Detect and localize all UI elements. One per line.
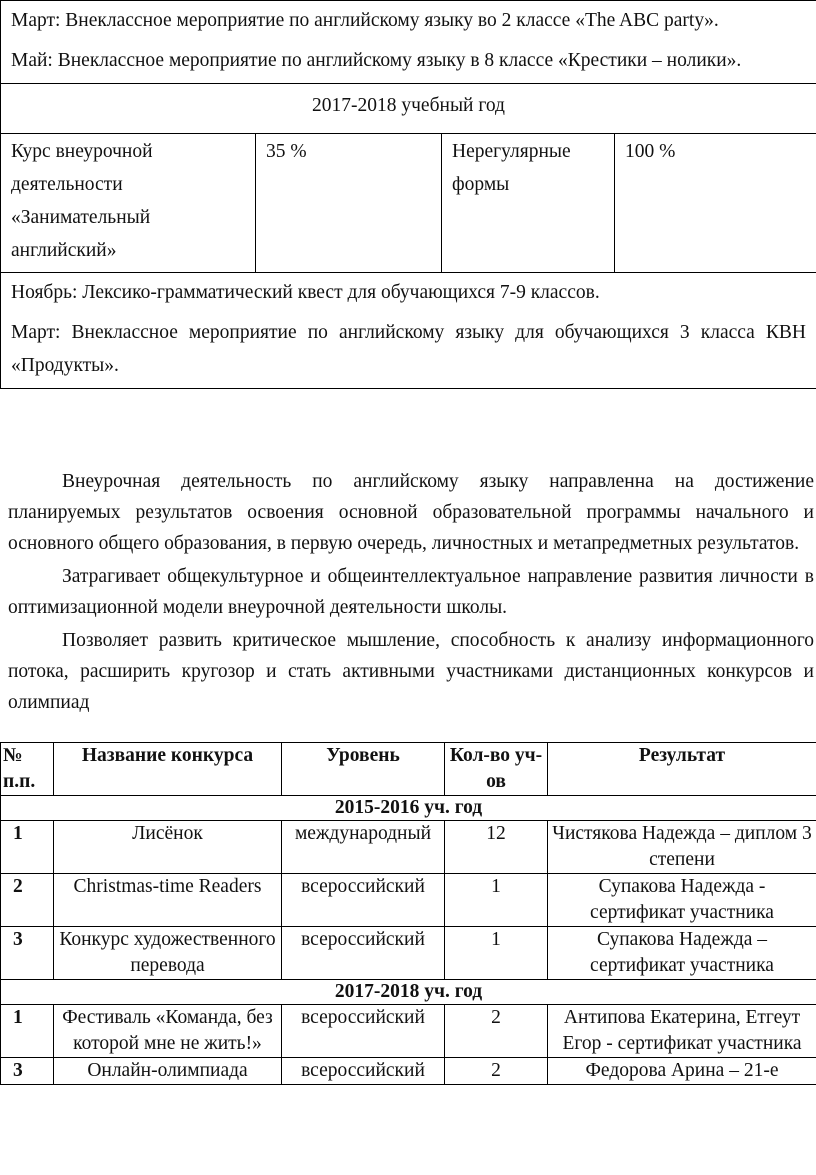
year-label: 2015-2016 уч. год bbox=[1, 796, 816, 821]
contest-result: Чистякова Надежда – диплом 3 степени bbox=[548, 821, 816, 874]
course-name-cell: Курс внеурочной деятельности «Занимательный английский» bbox=[1, 134, 256, 273]
col-header-level: Уровень bbox=[282, 743, 445, 796]
participant-count: 2 bbox=[445, 1058, 548, 1085]
contest-level: международный bbox=[282, 821, 445, 874]
row-number: 1 bbox=[1, 1005, 54, 1058]
contest-level: всероссийский bbox=[282, 927, 445, 980]
event-line: Март: Внеклассное мероприятие по английскому языку во 2 классе «The ABC party». bbox=[11, 10, 719, 31]
body-text bbox=[8, 466, 814, 718]
contest-level: всероссийский bbox=[282, 1005, 445, 1058]
event-line: Ноябрь: Лексико-грамматический квест для обучающихся 7-9 классов. bbox=[11, 282, 600, 303]
participant-count: 12 bbox=[445, 821, 548, 874]
year-row bbox=[1, 796, 816, 821]
contest-result: Федорова Арина – 21-е bbox=[548, 1058, 816, 1085]
table-row bbox=[1, 927, 816, 980]
contest-name: Лисёнок bbox=[54, 821, 282, 874]
paragraph: Внеурочная деятельность по английскому языку направленна на достижение планируемых результатов освоения основной образовательной программы начального и основного общего образования, в первую очередь, личностных и метапредметных результатов. bbox=[8, 471, 814, 554]
participant-count: 2 bbox=[445, 1005, 548, 1058]
contest-result: Супакова Надежда – сертификат участника bbox=[548, 927, 816, 980]
table-row bbox=[1, 821, 816, 874]
paragraph: Затрагивает общекультурное и общеинтеллектуальное направление развития личности в оптимизационной модели внеурочной деятельности школы. bbox=[8, 566, 814, 618]
course-percent-cell: 35 % bbox=[256, 134, 442, 273]
events-block-1 bbox=[1, 1, 816, 84]
activity-table bbox=[0, 0, 816, 389]
year-row bbox=[1, 980, 816, 1005]
table-row bbox=[1, 1005, 816, 1058]
year-label: 2017-2018 уч. год bbox=[1, 980, 816, 1005]
table-row bbox=[1, 874, 816, 927]
row-number: 3 bbox=[1, 927, 54, 980]
irregular-percent-cell: 100 % bbox=[615, 134, 816, 273]
event-line: Май: Внеклассное мероприятие по английскому языку в 8 классе «Крестики – нолики». bbox=[11, 50, 742, 71]
contest-name: Christmas-time Readers bbox=[54, 874, 282, 927]
participant-count: 1 bbox=[445, 927, 548, 980]
col-header-name: Название конкурса bbox=[54, 743, 282, 796]
participant-count: 1 bbox=[445, 874, 548, 927]
contest-level: всероссийский bbox=[282, 874, 445, 927]
contest-name: Фестиваль «Команда, без которой мне не жить!» bbox=[54, 1005, 282, 1058]
col-header-count: Кол-во уч-ов bbox=[445, 743, 548, 796]
school-year-row: 2017-2018 учебный год bbox=[1, 84, 816, 134]
row-number: 2 bbox=[1, 874, 54, 927]
contest-name: Конкурс художественного перевода bbox=[54, 927, 282, 980]
table-row bbox=[1, 1058, 816, 1085]
contest-result: Супакова Надежда - сертификат участника bbox=[548, 874, 816, 927]
row-number: 3 bbox=[1, 1058, 54, 1085]
row-number: 1 bbox=[1, 821, 54, 874]
irregular-forms-cell: Нерегулярные формы bbox=[442, 134, 615, 273]
contest-table bbox=[0, 742, 816, 1085]
event-line: Март: Внеклассное мероприятие по английскому языку для обучающихся 3 класса КВН «Продукты». bbox=[11, 322, 806, 376]
contest-level: всероссийский bbox=[282, 1058, 445, 1085]
contest-result: Антипова Екатерина, Етгеут Егор - сертификат участника bbox=[548, 1005, 816, 1058]
paragraph: Позволяет развить критическое мышление, способность к анализу информационного потока, расширить кругозор и стать активными участниками дистанционных конкурсов и олимпиад bbox=[8, 630, 814, 713]
col-header-result: Результат bbox=[548, 743, 816, 796]
col-header-number: № п.п. bbox=[1, 743, 54, 796]
contest-name: Онлайн-олимпиада bbox=[54, 1058, 282, 1085]
header-row bbox=[1, 743, 816, 796]
events-block-2 bbox=[1, 273, 816, 389]
